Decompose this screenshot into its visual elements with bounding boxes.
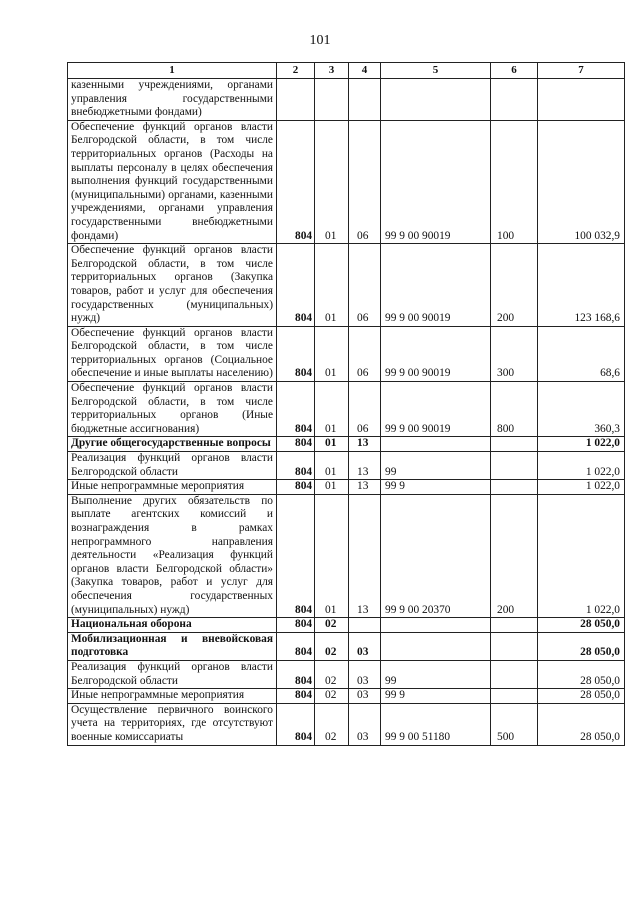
table-row <box>68 689 625 704</box>
row-expense-type-cell <box>491 689 538 704</box>
row-name-cell: Другие общегосударственные вопросы <box>68 437 277 452</box>
row-subsection-cell: 06 <box>349 382 381 437</box>
row-ved-cell: 804 <box>277 689 315 704</box>
table-row <box>68 494 625 617</box>
row-section-cell: 01 <box>315 452 349 480</box>
column-header: 1 <box>68 63 277 79</box>
row-section-cell: 02 <box>315 703 349 745</box>
row-expense-type-cell: 800 <box>491 382 538 437</box>
row-subsection-cell: 13 <box>349 437 381 452</box>
row-expense-type-cell: 200 <box>491 244 538 327</box>
row-subsection-cell: 06 <box>349 244 381 327</box>
column-header: 7 <box>538 63 625 79</box>
row-name-cell: Выполнение других обязательств по выплате агентских комиссий и вознаграждения в рамках непрограммного направления деятельности «Реализация функций органов власти Белгородской области» (Закупка товаров, работ и услуг для обеспечения государственных (муниципальных) нужд) <box>68 494 277 617</box>
row-name-cell: Национальная оборона <box>68 618 277 633</box>
row-amount-cell: 100 032,9 <box>538 120 625 243</box>
table-header-row <box>68 63 625 79</box>
row-subsection-cell <box>349 79 381 121</box>
row-target-article-cell: 99 9 00 51180 <box>381 703 491 745</box>
row-amount-cell: 123 168,6 <box>538 244 625 327</box>
row-ved-cell: 804 <box>277 382 315 437</box>
row-name-cell: Обеспечение функций органов власти Белгородской области, в том числе территориальных органов (Расходы на выплаты персоналу в целях обеспечения выполнения функций государственными (муниципальными) органами, казенными учреждениями, органами управления государственными внебюджетными фондами) <box>68 120 277 243</box>
row-target-article-cell: 99 9 00 90019 <box>381 326 491 381</box>
row-amount-cell: 1 022,0 <box>538 437 625 452</box>
row-section-cell: 02 <box>315 660 349 688</box>
column-header: 5 <box>381 63 491 79</box>
row-expense-type-cell: 100 <box>491 120 538 243</box>
row-name-cell: Обеспечение функций органов власти Белгородской области, в том числе территориальных органов (Иные бюджетные ассигнования) <box>68 382 277 437</box>
row-amount-cell: 28 050,0 <box>538 660 625 688</box>
table-row <box>68 120 625 243</box>
row-name-cell: Иные непрограммные мероприятия <box>68 480 277 495</box>
row-expense-type-cell: 300 <box>491 326 538 381</box>
row-amount-cell: 28 050,0 <box>538 689 625 704</box>
row-target-article-cell: 99 9 00 90019 <box>381 244 491 327</box>
row-ved-cell: 804 <box>277 452 315 480</box>
row-expense-type-cell <box>491 79 538 121</box>
table-row <box>68 660 625 688</box>
row-name-cell: Иные непрограммные мероприятия <box>68 689 277 704</box>
row-amount-cell: 68,6 <box>538 326 625 381</box>
table-row <box>68 326 625 381</box>
row-target-article-cell: 99 9 00 20370 <box>381 494 491 617</box>
row-amount-cell: 1 022,0 <box>538 480 625 495</box>
row-section-cell: 02 <box>315 689 349 704</box>
row-amount-cell: 28 050,0 <box>538 618 625 633</box>
table-row <box>68 632 625 660</box>
column-header: 3 <box>315 63 349 79</box>
row-ved-cell: 804 <box>277 326 315 381</box>
row-name-cell: казенными учреждениями, органами управления государственными внебюджетными фондами) <box>68 79 277 121</box>
row-amount-cell: 1 022,0 <box>538 494 625 617</box>
row-section-cell: 01 <box>315 120 349 243</box>
row-ved-cell: 804 <box>277 244 315 327</box>
row-section-cell: 01 <box>315 244 349 327</box>
row-amount-cell: 28 050,0 <box>538 632 625 660</box>
row-target-article-cell: 99 <box>381 660 491 688</box>
row-target-article-cell <box>381 618 491 633</box>
row-subsection-cell: 03 <box>349 689 381 704</box>
row-expense-type-cell: 500 <box>491 703 538 745</box>
row-subsection-cell: 06 <box>349 120 381 243</box>
row-ved-cell: 804 <box>277 660 315 688</box>
column-header: 6 <box>491 63 538 79</box>
row-section-cell: 01 <box>315 382 349 437</box>
row-subsection-cell: 13 <box>349 452 381 480</box>
table-row <box>68 79 625 121</box>
row-ved-cell: 804 <box>277 632 315 660</box>
table-row <box>68 382 625 437</box>
row-expense-type-cell: 200 <box>491 494 538 617</box>
row-name-cell: Реализация функций органов власти Белгородской области <box>68 452 277 480</box>
row-section-cell: 01 <box>315 494 349 617</box>
table-row <box>68 452 625 480</box>
row-name-cell: Осуществление первичного воинского учета на территориях, где отсутствуют военные комиссариаты <box>68 703 277 745</box>
row-ved-cell <box>277 79 315 121</box>
row-expense-type-cell <box>491 480 538 495</box>
table-row <box>68 437 625 452</box>
row-amount-cell <box>538 79 625 121</box>
row-target-article-cell: 99 9 <box>381 689 491 704</box>
row-target-article-cell <box>381 79 491 121</box>
row-name-cell: Мобилизационная и вневойсковая подготовка <box>68 632 277 660</box>
row-subsection-cell: 03 <box>349 632 381 660</box>
table-row <box>68 480 625 495</box>
row-target-article-cell: 99 <box>381 452 491 480</box>
row-expense-type-cell <box>491 618 538 633</box>
row-section-cell <box>315 79 349 121</box>
table-row <box>68 618 625 633</box>
row-ved-cell: 804 <box>277 480 315 495</box>
table-row <box>68 703 625 745</box>
row-name-cell: Обеспечение функций органов власти Белгородской области, в том числе территориальных органов (Закупка товаров, работ и услуг для обеспечения государственных (муниципальных) нужд) <box>68 244 277 327</box>
row-subsection-cell: 13 <box>349 494 381 617</box>
row-expense-type-cell <box>491 452 538 480</box>
row-ved-cell: 804 <box>277 703 315 745</box>
row-amount-cell: 28 050,0 <box>538 703 625 745</box>
row-target-article-cell: 99 9 00 90019 <box>381 382 491 437</box>
row-expense-type-cell <box>491 660 538 688</box>
table-body <box>68 79 625 746</box>
column-header: 2 <box>277 63 315 79</box>
row-section-cell: 01 <box>315 326 349 381</box>
row-target-article-cell: 99 9 <box>381 480 491 495</box>
row-subsection-cell <box>349 618 381 633</box>
row-target-article-cell <box>381 632 491 660</box>
row-section-cell: 02 <box>315 632 349 660</box>
row-expense-type-cell <box>491 632 538 660</box>
row-amount-cell: 1 022,0 <box>538 452 625 480</box>
row-ved-cell: 804 <box>277 120 315 243</box>
row-target-article-cell: 99 9 00 90019 <box>381 120 491 243</box>
page-number: 101 <box>309 33 331 48</box>
row-subsection-cell: 06 <box>349 326 381 381</box>
budget-table <box>67 62 625 746</box>
row-subsection-cell: 13 <box>349 480 381 495</box>
row-expense-type-cell <box>491 437 538 452</box>
row-section-cell: 01 <box>315 437 349 452</box>
row-ved-cell: 804 <box>277 437 315 452</box>
row-section-cell: 02 <box>315 618 349 633</box>
row-ved-cell: 804 <box>277 494 315 617</box>
table-row <box>68 244 625 327</box>
row-target-article-cell <box>381 437 491 452</box>
row-ved-cell: 804 <box>277 618 315 633</box>
row-name-cell: Реализация функций органов власти Белгородской области <box>68 660 277 688</box>
row-section-cell: 01 <box>315 480 349 495</box>
row-subsection-cell: 03 <box>349 703 381 745</box>
row-amount-cell: 360,3 <box>538 382 625 437</box>
row-subsection-cell: 03 <box>349 660 381 688</box>
row-name-cell: Обеспечение функций органов власти Белгородской области, в том числе территориальных органов (Социальное обеспечение и иные выплаты населению) <box>68 326 277 381</box>
column-header: 4 <box>349 63 381 79</box>
